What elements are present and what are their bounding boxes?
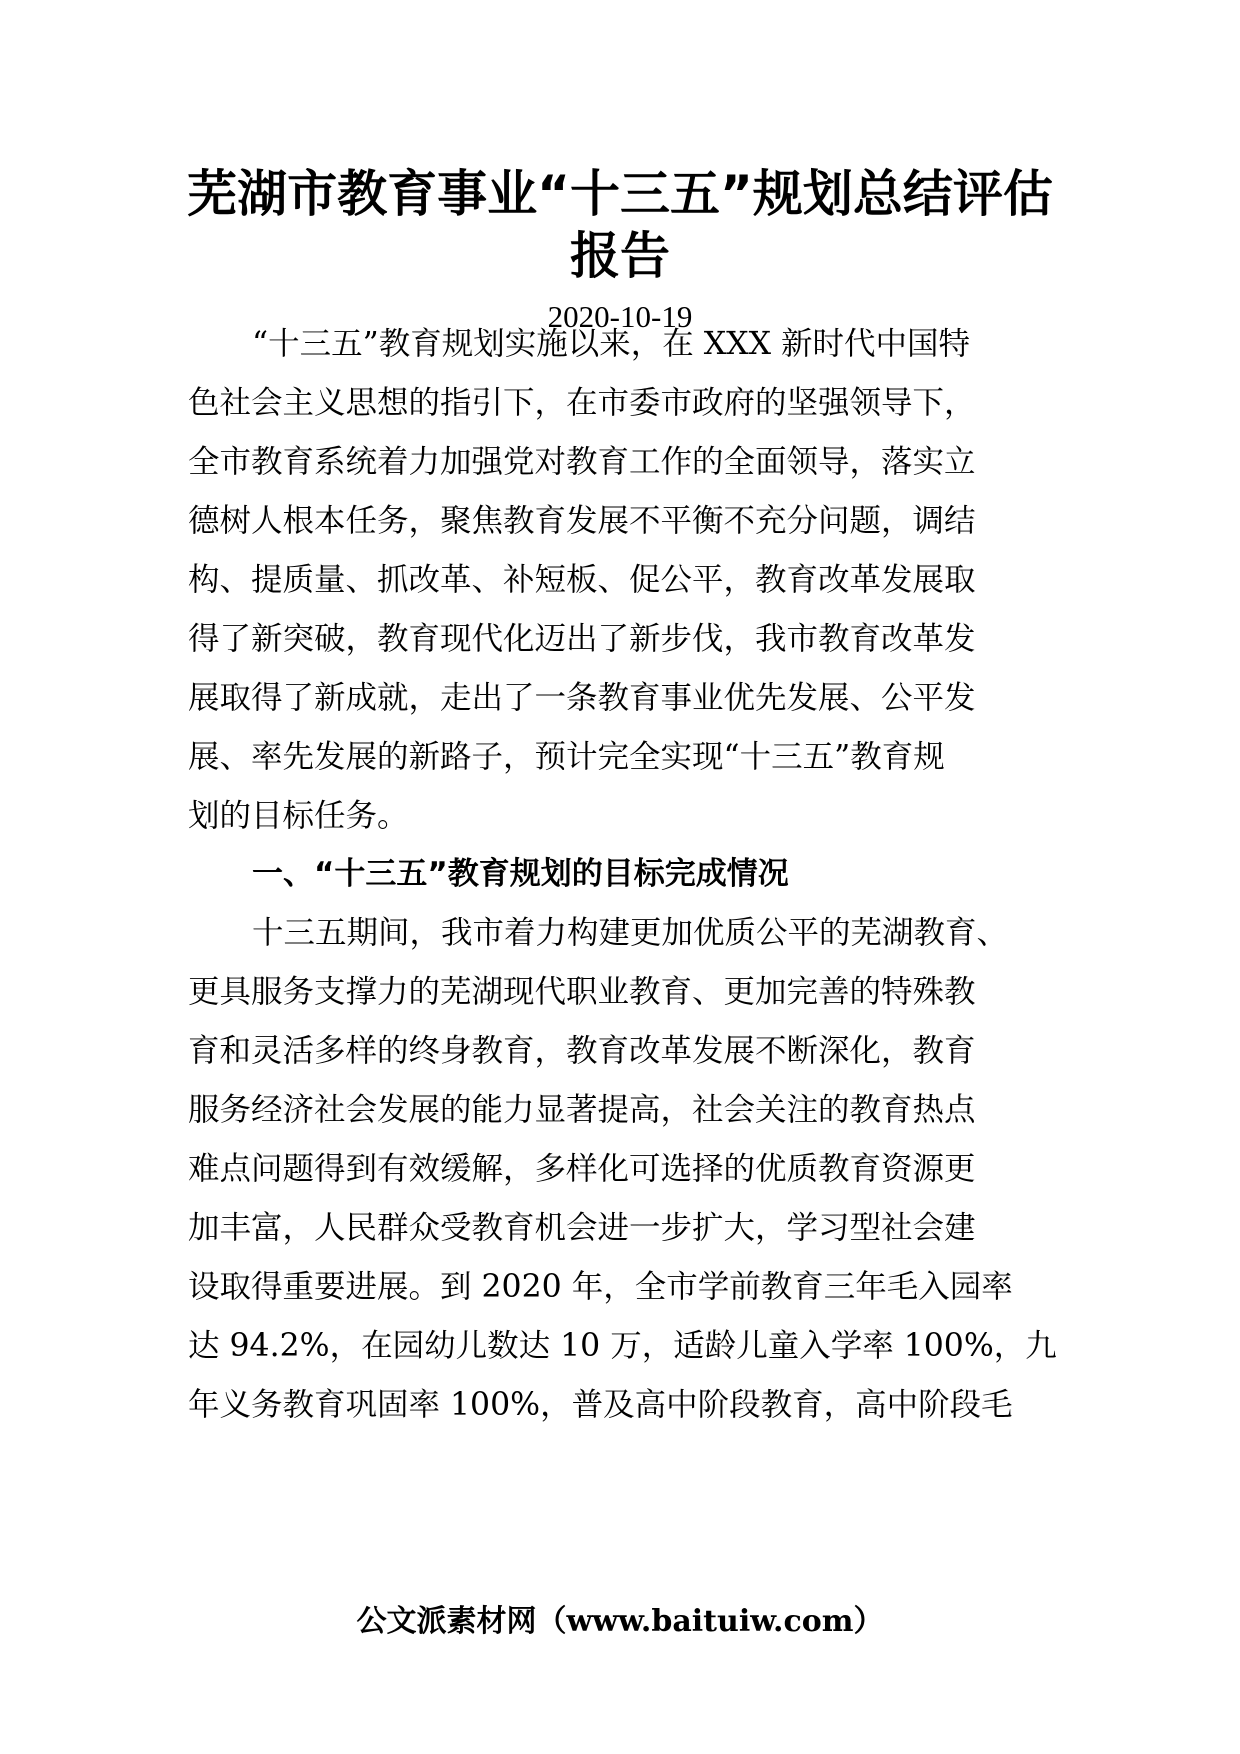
paragraph-line: 德树人根本任务，聚焦教育发展不平衡不充分问题，调结 [188,503,976,539]
section-heading: 一、“十三五”教育规划的目标完成情况 [252,856,789,892]
paragraph-line: “十三五”教育规划实施以来，在 XXX 新时代中国特 [252,326,971,362]
paragraph-line: 得了新突破，教育现代化迈出了新步伐，我市教育改革发 [188,621,976,657]
paragraph-line: 划的目标任务。 [188,798,409,834]
paragraph-line: 构、提质量、抓改革、补短板、促公平，教育改革发展取 [188,562,976,598]
paragraph-line: 服务经济社会发展的能力显著提高，社会关注的教育热点 [188,1092,976,1128]
paragraph-line: 十三五期间，我市着力构建更加优质公平的芜湖教育、 [252,915,1009,951]
paragraph-line: 全市教育系统着力加强党对教育工作的全面领导，落实立 [188,444,976,480]
paragraph-line: 展取得了新成就，走出了一条教育事业优先发展、公平发 [188,680,976,716]
document-date: 2020-10-19 [547,299,693,334]
paragraph-line: 设取得重要进展。到 2020 年，全市学前教育三年毛入园率 [188,1269,1013,1305]
paragraph-line: 育和灵活多样的终身教育，教育改革发展不断深化，教育 [188,1033,976,1069]
footer-watermark-text: 公文派素材网（www.baituiw.com） [356,1604,884,1639]
paragraph-line: 色社会主义思想的指引下，在市委市政府的坚强领导下， [188,385,976,421]
paragraph-line: 加丰富，人民群众受教育机会进一步扩大，学习型社会建 [188,1210,976,1246]
paragraph-line: 更具服务支撑力的芜湖现代职业教育、更加完善的特殊教 [188,974,976,1010]
document-title-line-2: 报告 [570,227,670,285]
document-title-line-1: 芜湖市教育事业“十三五”规划总结评估 [187,165,1053,223]
paragraph-line: 难点问题得到有效缓解，多样化可选择的优质教育资源更 [188,1151,976,1187]
paragraph-line: 年义务教育巩固率 100%，普及高中阶段教育，高中阶段毛 [188,1387,1013,1423]
paragraph-line: 展、率先发展的新路子，预计完全实现“十三五”教育规 [188,739,945,775]
paragraph-line: 达 94.2%，在园幼儿数达 10 万，适龄儿童入学率 100%，九 [188,1328,1057,1364]
